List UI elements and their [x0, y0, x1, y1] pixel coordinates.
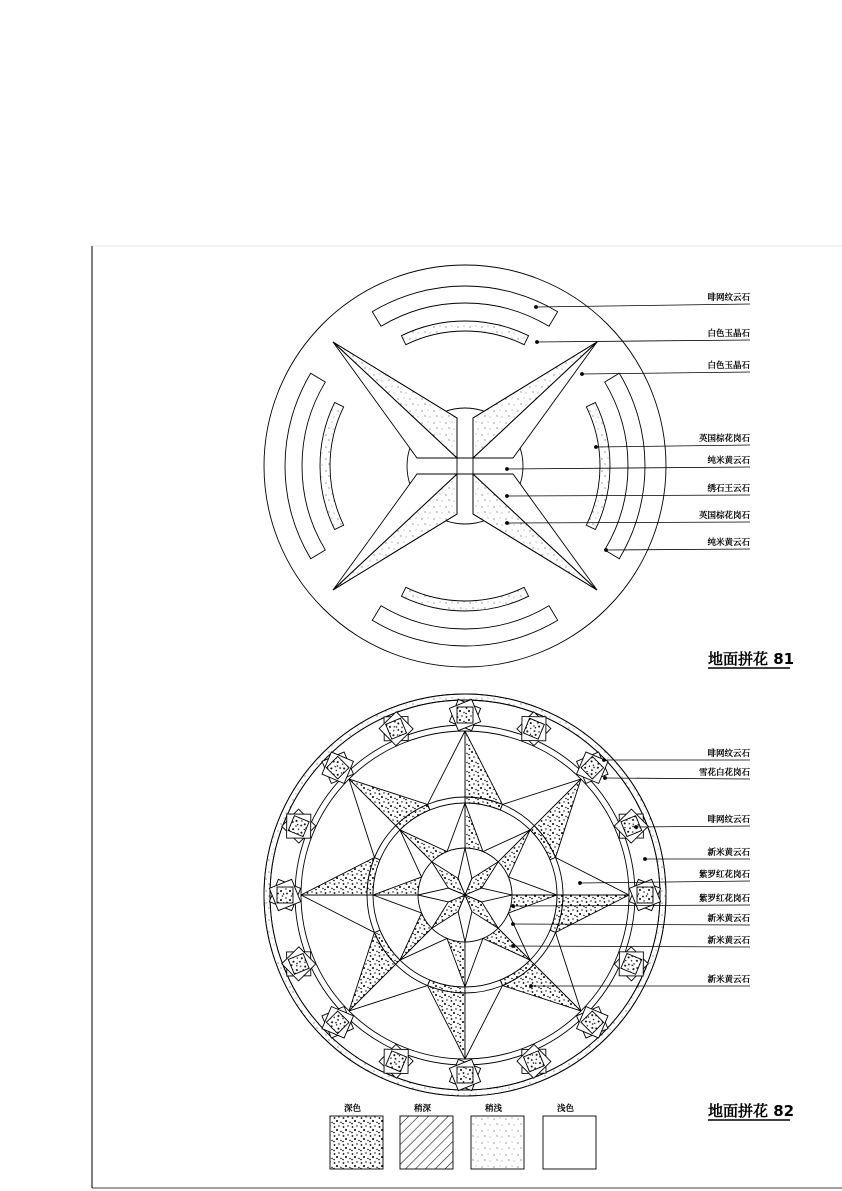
material-label: 紫罗红花岗石: [698, 894, 750, 904]
outer-arc-band: [372, 606, 557, 646]
outer-arc-band: [605, 373, 645, 558]
legend-item-hatch: [400, 1103, 453, 1169]
spike-ridge: [333, 342, 457, 458]
legend-label: 浅色: [557, 1104, 575, 1114]
leader-line: [537, 340, 750, 342]
material-label: 纯米黄云石: [707, 538, 750, 548]
border-tile: [629, 879, 660, 910]
legend-item-sparse: [471, 1103, 524, 1169]
leader-line: [507, 467, 750, 469]
material-label: 新米黄云石: [707, 914, 750, 924]
material-label: 英国棕花岗石: [698, 511, 750, 521]
material-legend: [330, 1103, 596, 1169]
leader-line: [606, 549, 750, 550]
material-label: 雪花白花岗石: [698, 768, 750, 778]
border-tile: [449, 699, 480, 730]
material-label: 白色玉晶石: [707, 361, 750, 371]
outer-arc-band: [372, 286, 557, 326]
material-label: 啡网纹云石: [707, 293, 750, 303]
drawing-82-title: 地面拼花 82: [708, 1102, 795, 1120]
legend-label: 稍深: [414, 1104, 432, 1114]
sparse-dots-swatch: [471, 1116, 524, 1169]
material-label: 啡网纹云石: [707, 749, 750, 759]
floor-pattern-82: [264, 694, 794, 1120]
material-label: 纯米黄云石: [707, 456, 750, 466]
hatch-swatch: [400, 1116, 453, 1169]
dense-dots-swatch: [330, 1116, 383, 1169]
material-label: 英国棕花岗石: [698, 434, 750, 444]
inner-arc-band: [320, 402, 344, 529]
floor-pattern-81: [264, 265, 794, 668]
legend-item-blank: [543, 1103, 596, 1169]
inner-arc-band: [401, 321, 528, 345]
border-tile: [269, 879, 300, 910]
leader-line: [507, 495, 750, 496]
blank-swatch: [543, 1116, 596, 1169]
material-label: 新米黄云石: [707, 975, 750, 985]
material-label: 啡网纹云石: [707, 815, 750, 825]
spike-ridge: [473, 342, 597, 458]
legend-item-dense: [330, 1103, 383, 1169]
inner-arc-band: [586, 402, 610, 529]
legend-label: 深色: [344, 1104, 362, 1114]
leader-line: [582, 372, 750, 374]
material-label: 新米黄云石: [707, 936, 750, 946]
legend-label: 稍浅: [485, 1104, 503, 1114]
outer-arc-band: [285, 373, 325, 558]
tile-inset: [457, 1067, 473, 1083]
spike-ridge: [473, 474, 597, 590]
leader-line: [536, 304, 750, 307]
tile-inset: [457, 707, 473, 723]
material-label: 紫罗红花岗石: [698, 870, 750, 880]
material-label: 绣石王云石: [707, 484, 750, 494]
material-label: 新米黄云石: [707, 848, 750, 858]
spike-ridge: [333, 474, 457, 590]
leader-line: [596, 445, 750, 447]
material-label: 白色玉晶石: [707, 329, 750, 339]
tile-inset: [637, 887, 653, 903]
border-tile: [449, 1059, 480, 1090]
drawing-81-title: 地面拼花 81: [708, 650, 795, 668]
inner-arc-band: [401, 587, 528, 611]
tile-inset: [277, 887, 293, 903]
